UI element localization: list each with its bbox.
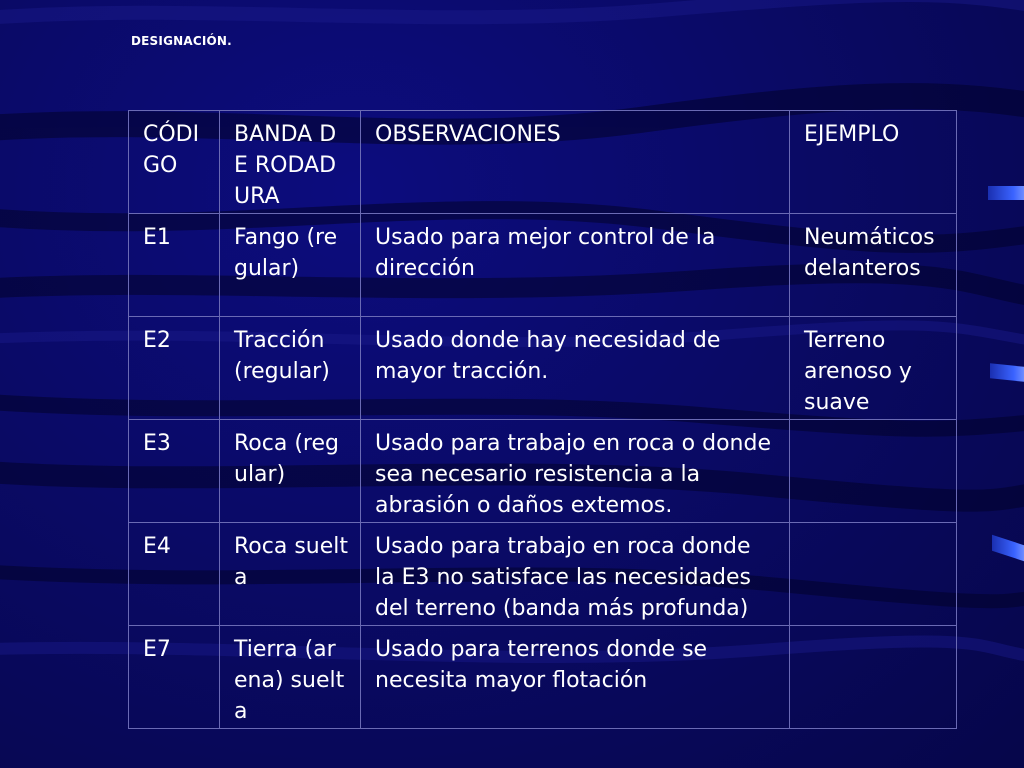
cell-observations: Usado para trabajo en roca donde la E3 no satisface las necesidades del terreno (banda más profunda) — [361, 523, 790, 626]
slide-title: DESIGNACIÓN. — [131, 34, 232, 48]
cell-tread: Roca suelta — [220, 523, 361, 626]
cell-example: Neumáticos delanteros — [790, 214, 957, 317]
cell-code: E2 — [129, 317, 220, 420]
cell-tread: Roca (regular) — [220, 420, 361, 523]
cell-tread: Tracción (regular) — [220, 317, 361, 420]
cell-example — [790, 420, 957, 523]
header-cell-example: EJEMPLO — [790, 111, 957, 214]
cell-observations: Usado para terrenos donde se necesita mayor flotación — [361, 626, 790, 729]
cell-observations: Usado donde hay necesidad de mayor tracción. — [361, 317, 790, 420]
cell-example: Terreno arenoso y suave — [790, 317, 957, 420]
cell-observations: Usado para trabajo en roca o donde sea necesario resistencia a la abrasión o daños extemos. — [361, 420, 790, 523]
header-cell-observations: OBSERVACIONES — [361, 111, 790, 214]
header-cell-tread: BANDA DE RODADURA — [220, 111, 361, 214]
cell-observations: Usado para mejor control de la dirección — [361, 214, 790, 317]
cell-code: E3 — [129, 420, 220, 523]
table-row — [129, 626, 957, 729]
decorative-accent-1 — [988, 186, 1024, 200]
cell-code: E7 — [129, 626, 220, 729]
cell-code: E1 — [129, 214, 220, 317]
table-row — [129, 317, 957, 420]
cell-tread: Tierra (arena) suelta — [220, 626, 361, 729]
table-row — [129, 523, 957, 626]
table-row — [129, 420, 957, 523]
cell-example — [790, 523, 957, 626]
cell-code: E4 — [129, 523, 220, 626]
wave-7 — [0, 0, 1024, 20]
tread-designation-table — [128, 110, 957, 729]
cell-example — [790, 626, 957, 729]
header-cell-code: CÓDIGO — [129, 111, 220, 214]
table-header-row — [129, 111, 957, 214]
cell-tread: Fango (regular) — [220, 214, 361, 317]
table-row — [129, 214, 957, 317]
